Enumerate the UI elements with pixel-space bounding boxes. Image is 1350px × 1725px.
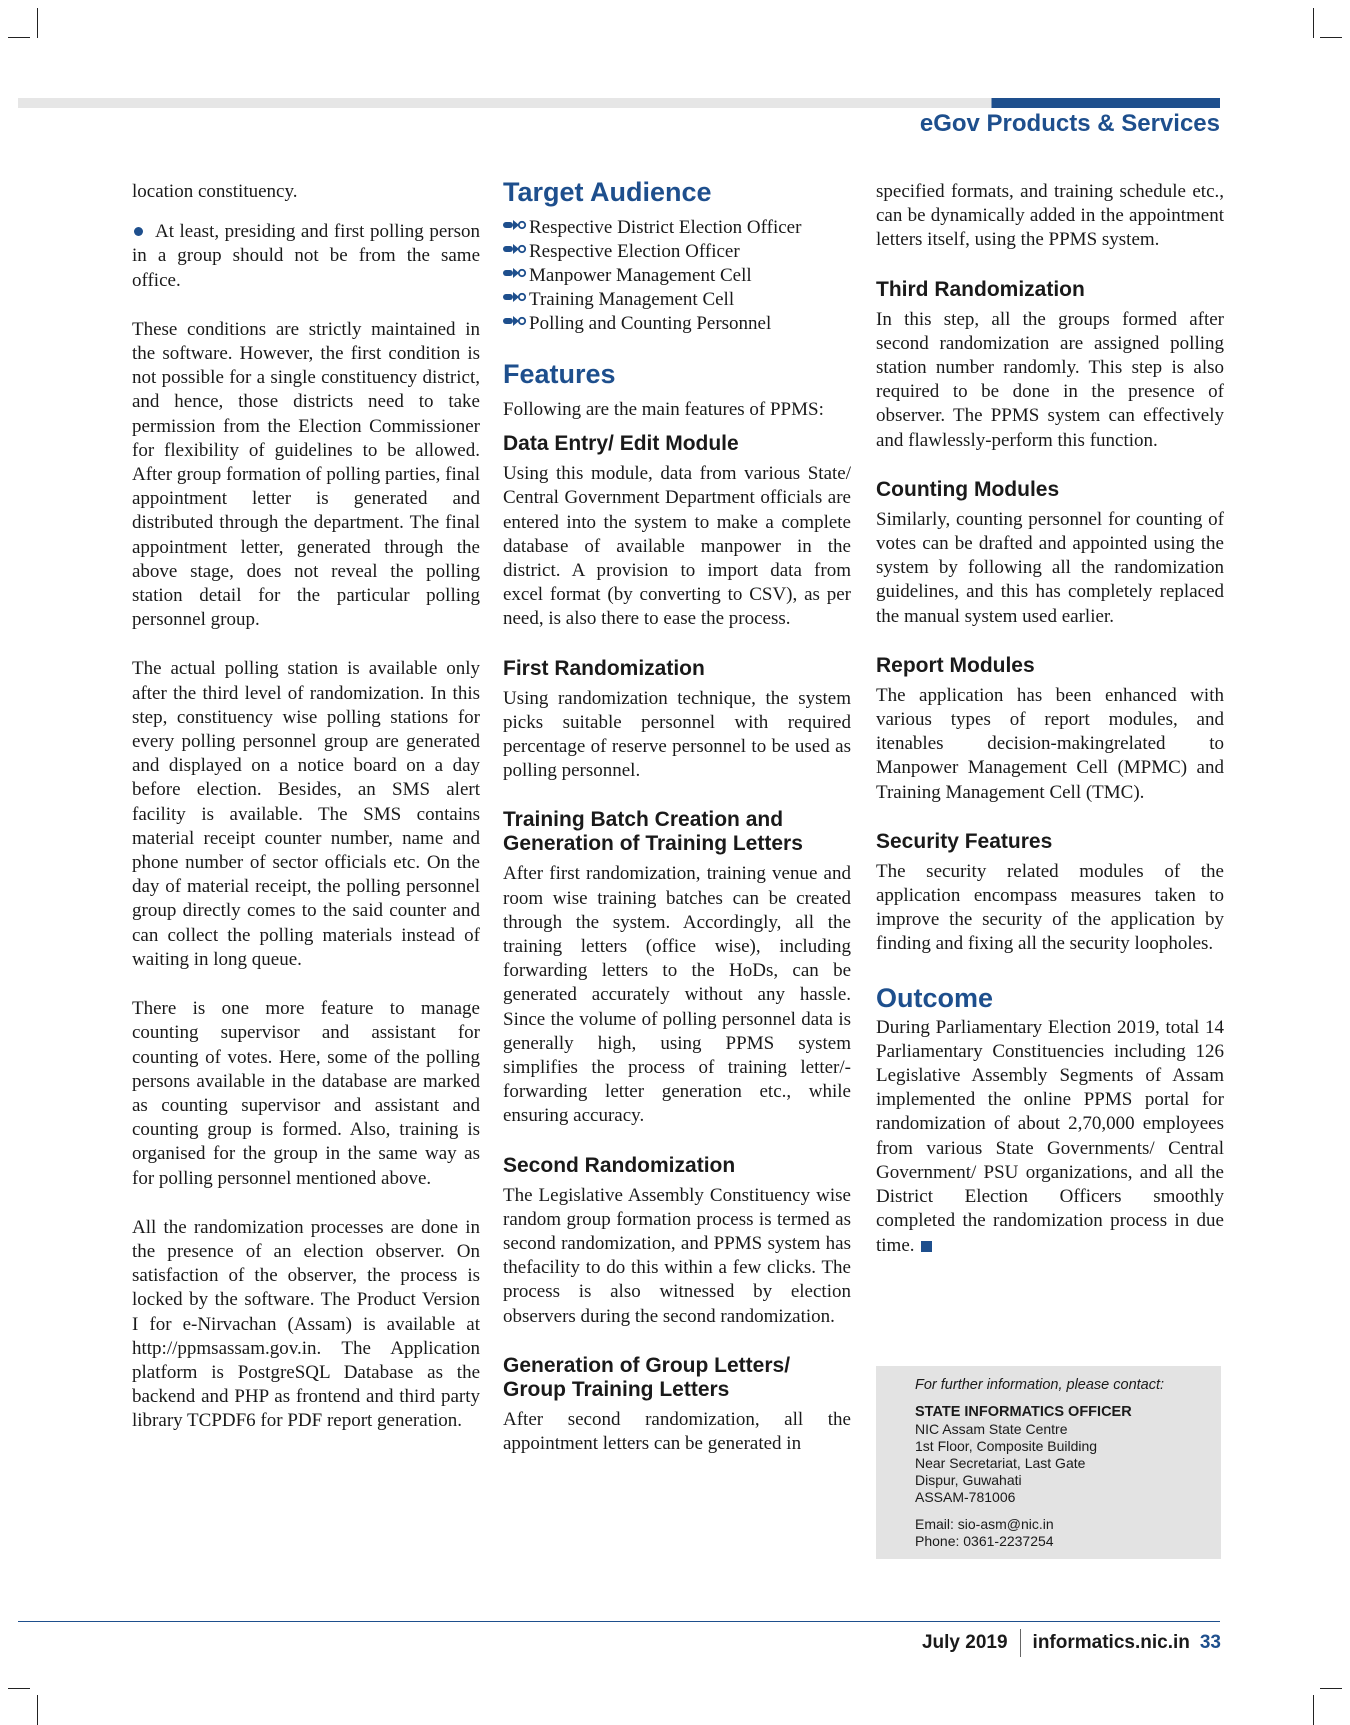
heading-first-randomization: First Randomization bbox=[503, 656, 705, 680]
list-item: Respective District Election Officer bbox=[503, 216, 851, 240]
heading-counting-modules: Counting Modules bbox=[876, 477, 1060, 501]
paragraph: Using randomization technique, the system picks suitable personnel with required percentage of reserve personnel to be used as polling personnel. bbox=[503, 687, 851, 782]
paragraph: During Parliamentary Election 2019, total 14 Parliamentary Constituencies including 126 Legislative Assembly Segments of Assam implemented the online PPMS portal for randomization of about 2,70,000 employees from various State Governments/ Central Government/ PSU organizations, and all the District Election Officers smoothly completed the randomization process in due time. bbox=[876, 1016, 1224, 1256]
crop-mark bbox=[1313, 1695, 1314, 1725]
page-footer bbox=[922, 1629, 1221, 1657]
footer-date: July 2019 bbox=[921, 1632, 1008, 1653]
paragraph: All the randomization processes are done in the presence of an election observer. On satisfaction of the observer, the process is locked by the software. The Product Version I for e-Nirvachan (Assam) is available at http://ppmsassam.gov.in. The Application platform is PostgreSQL Database as the backend and PHP as frontend and third party library TCPDF6 for PDF report generation. bbox=[132, 1216, 480, 1432]
contact-title: STATE INFORMATICS OFFICER bbox=[915, 1404, 1132, 1420]
column-2 bbox=[503, 177, 851, 1481]
arrow-bullet-icon bbox=[503, 243, 527, 255]
footer-site: informatics.nic.in bbox=[1032, 1632, 1190, 1653]
audience-list bbox=[503, 216, 851, 336]
contact-address-line: NIC Assam State Centre bbox=[915, 1421, 1068, 1437]
list-item: Polling and Counting Personnel bbox=[503, 312, 851, 336]
crop-mark bbox=[1320, 1688, 1342, 1689]
paragraph: The application has been enhanced with various types of report modules, and itenables decision-makingrelated to Manpower Management Cell (MPMC) and Training Management Cell (TMC). bbox=[876, 684, 1224, 803]
paragraph: The actual polling station is available only after the third level of randomization. In this step, constituency wise polling stations for every polling personnel group are generated and displayed on a notice board on a day before election. Besides, an SMS alert facility is available. The SMS contains material receipt counter number, name and phone number of sector officials etc. On the day of material receipt, the polling personnel group directly comes to the said counter and can collect the polling materials instead of waiting in long queue. bbox=[132, 658, 480, 970]
list-item: Manpower Management Cell bbox=[503, 264, 851, 288]
contact-address-line: Near Secretariat, Last Gate bbox=[915, 1455, 1086, 1471]
arrow-bullet-icon bbox=[503, 219, 527, 231]
column-1 bbox=[132, 180, 480, 1459]
bullet-dot-icon bbox=[134, 227, 143, 236]
paragraph: The Legislative Assembly Constituency wise random group formation process is termed as second randomization, and PPMS system has thefacility to do this within a few clicks. The process is also witnessed by election observers during the second randomization. bbox=[503, 1184, 851, 1327]
heading-training-batch: Training Batch Creation and Generation of Training Letters bbox=[503, 808, 803, 856]
paragraph: After first randomization, training venue and room wise training batches can be created through the system. Accordingly, all the training letters (office wise), including forwarding letters to the HoDs, can be generated accurately without any hassle. Since the volume of polling personnel data is generally high, using PPMS system simplifies the process of training letter/-forwarding letter generation etc., while ensuring accuracy. bbox=[503, 863, 851, 1127]
arrow-bullet-icon bbox=[503, 267, 527, 279]
contact-content bbox=[915, 1377, 1210, 1550]
contact-email: Email: sio-asm@nic.in bbox=[915, 1516, 1054, 1532]
section-label: eGov Products & Services bbox=[919, 110, 1220, 137]
paragraph: There is one more feature to manage counting supervisor and assistant for counting of votes. Here, some of the polling persons available in the database are marked as counting supervisor and assistant and counting group is formed. Also, training is organised for the group in the same way as for polling personnel mentioned above. bbox=[132, 998, 480, 1189]
paragraph: location constituency. bbox=[132, 181, 298, 202]
heading-features: Features bbox=[503, 359, 616, 389]
list-item: Respective Election Officer bbox=[503, 240, 851, 264]
header-band bbox=[18, 98, 1220, 108]
bullet-paragraph: At least, presiding and first polling person in a group should not be from the same office. bbox=[132, 221, 480, 291]
paragraph: Using this module, data from various State/ Central Government Department officials are entered into the system to make a complete database of available manpower in the district. A provision to import data from excel format (by converting to CSV), as per need, is also there to ease the process. bbox=[503, 463, 851, 630]
contact-address-line: ASSAM-781006 bbox=[915, 1489, 1016, 1505]
column-3 bbox=[876, 180, 1224, 1283]
crop-mark bbox=[37, 8, 38, 38]
crop-mark bbox=[1320, 37, 1342, 38]
heading-data-entry: Data Entry/ Edit Module bbox=[503, 432, 739, 456]
heading-target-audience: Target Audience bbox=[503, 177, 712, 207]
crop-mark bbox=[8, 1688, 30, 1689]
footer-separator bbox=[1020, 1629, 1021, 1657]
heading-third-randomization: Third Randomization bbox=[876, 277, 1085, 301]
contact-phone: Phone: 0361-2237254 bbox=[915, 1533, 1054, 1549]
paragraph: In this step, all the groups formed after second randomization are assigned polling station number randomly. This step is also required to be done in the presence of observer. The PPMS system can effectively and flawlessly-perform this function. bbox=[876, 308, 1224, 451]
contact-intro: For further information, please contact: bbox=[915, 1377, 1165, 1393]
paragraph: Similarly, counting personnel for counting of votes can be drafted and appointed using the system by following all the randomization guidelines, and this has completely replaced the manual system used earlier. bbox=[876, 508, 1224, 627]
paragraph: specified formats, and training schedule etc., can be dynamically added in the appointment letters itself, using the PPMS system. bbox=[876, 181, 1224, 251]
paragraph: After second randomization, all the appointment letters can be generated in bbox=[503, 1408, 851, 1455]
heading-report-modules: Report Modules bbox=[876, 653, 1035, 677]
arrow-bullet-icon bbox=[503, 291, 527, 303]
paragraph: Following are the main features of PPMS: bbox=[503, 399, 824, 420]
contact-address-line: Dispur, Guwahati bbox=[915, 1472, 1022, 1488]
paragraph: The security related modules of the application encompass measures taken to improve the security of the application by finding and fixing all the security loopholes. bbox=[876, 860, 1224, 955]
heading-outcome: Outcome bbox=[876, 982, 994, 1013]
crop-mark bbox=[37, 1695, 38, 1725]
crop-mark bbox=[1313, 8, 1314, 38]
heading-group-letters: Generation of Group Letters/ Group Training Letters bbox=[503, 1353, 791, 1401]
heading-second-randomization: Second Randomization bbox=[503, 1153, 736, 1177]
paragraph: These conditions are strictly maintained in the software. However, the first condition is not possible for a single constituency district, and hence, those districts need to take permission from the Election Commissioner for flexibility of guidelines to be allowed. After group formation of polling parties, final appointment letter is generated and distributed through the department. The final appointment letter, generated through the above stage, does not reveal the polling station detail for the particular polling personnel group. bbox=[132, 318, 480, 631]
page-number: 33 bbox=[1199, 1632, 1221, 1653]
contact-address-line: 1st Floor, Composite Building bbox=[915, 1438, 1098, 1454]
crop-mark bbox=[8, 37, 30, 38]
heading-security-features: Security Features bbox=[876, 829, 1053, 853]
list-item: Training Management Cell bbox=[503, 288, 851, 312]
arrow-bullet-icon bbox=[503, 315, 527, 327]
end-mark-icon bbox=[921, 1241, 932, 1252]
footer-rule bbox=[18, 1621, 1220, 1622]
contact-box bbox=[876, 1366, 1221, 1559]
